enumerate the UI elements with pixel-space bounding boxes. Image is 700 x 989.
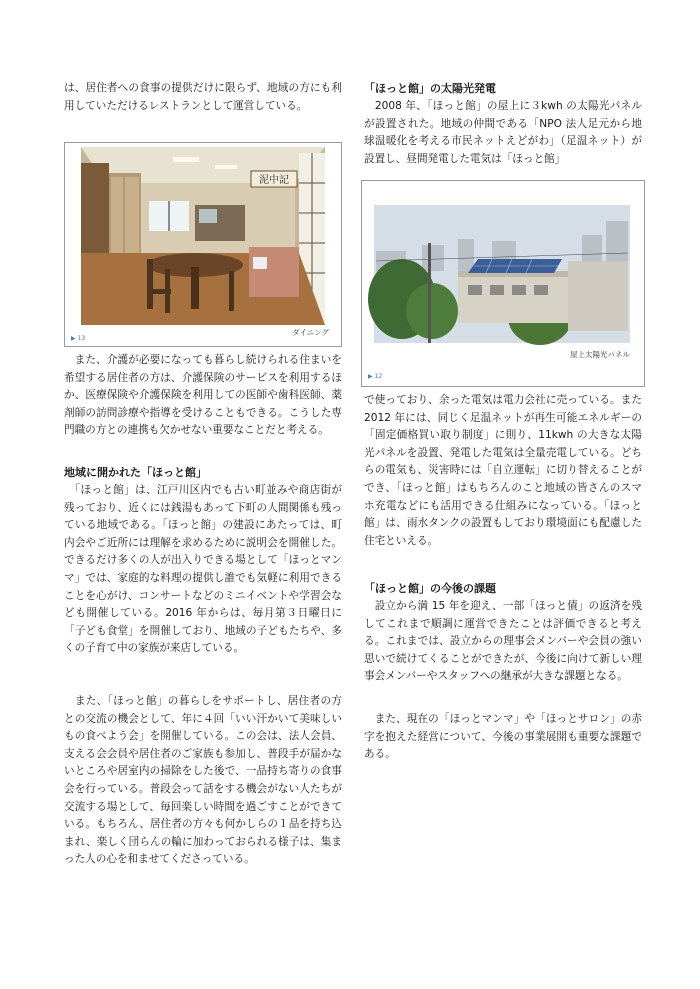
solar-photo-caption: 屋上太陽光パネル: [570, 350, 630, 359]
challenges-paragraph-1: 設立から満 15 年を迎え、一部「ほっと債」の返済を残してこれまで順調に運営できたことは評価できると考える。これまでは、設立からの理事会メンバーや会員の強い思いで続けてくることができたが、今後に向けて新しい理事会メンバーやスタッフへの継承が大きな課題となる。: [364, 600, 642, 683]
section-heading-solar: 「ほっと館」の太陽光発電: [364, 82, 496, 95]
dining-photo-caption: ダイニング: [292, 328, 329, 337]
photo-index-marker: ▶ 13: [71, 335, 86, 342]
solar-paragraph-2: で使っており、余った電気は電力会社に売っている。また 2012 年には、同じく足温ネットが再生可能エネルギーの「固定価格買い取り制度」に則り、11kwh の大きな太陽光パネルを設置、発電した電気は全量売電している。どちらの電気も、災害時には「自立運転」に切り替えることができ、「ほっと館」はもちろんのこと地域の皆さんのスマホ充電などにも活用できる仕組みになっている。「ほっと館」は、雨水タンクの設置もしており環境面にも配慮した住宅といえる。: [364, 394, 642, 547]
dining-photo-frame: [64, 142, 342, 347]
care-paragraph: また、介護が必要になっても暮らし続けられる住まいを希望する居住者の方は、介護保険のサービスを利用するほか、医療保険や介護保険を利用しての医師や歯科医師、薬剤師の訪問診療や指導を受けることもできる。こうした専門職の方との連携も欠かせない重要なことだと考える。: [64, 354, 342, 437]
section-heading-challenges: 「ほっと館」の今後の課題: [364, 582, 496, 595]
photo-index-marker: ▶ 12: [368, 373, 383, 380]
challenges-paragraph-2: また、現在の「ほっとマンマ」や「ほっとサロン」の赤字を抱えた経営について、今後の事業展開も重要な課題である。: [364, 713, 642, 761]
dining-room-photo: [65, 143, 341, 346]
sign-text: 泥中記: [259, 175, 289, 186]
solar-paragraph-1: 2008 年、「ほっと館」の屋上に３kwh の太陽光パネルが設置された。地域の仲間である「NPO 法人足元から地球温暖化を考える市民ネットえどがわ」（足温ネット）が設置し、昼間発電した電気は「ほっと館」: [364, 100, 642, 165]
community-paragraph-1: 「ほっと館」は、江戸川区内でも古い町並みや商店街が残っており、近くには銭湯もあって下町の人間関係も残っている地域である。「ほっと館」の建設にあたっては、町内会やご近所には理解を求めるために説明会を開催した。できるだけ多くの人が出入りできる場として「ほっとマンマ」では、家庭的な料理の提供し誰でも気軽に利用できることを心がけ、コンサートなどのミニイベントや学習会なども開催している。2016 年からは、毎月第３日曜日に「子ども食堂」を開催しており、地域の子どもたちや、多くの子育て中の家族が来店している。: [64, 484, 342, 655]
solar-photo-frame: [361, 180, 645, 387]
intro-paragraph: は、居住者への食事の提供だけに限らず、地域の方にも利用していただけるレストランとして運営している。: [64, 82, 342, 112]
section-heading-community: 地域に開かれた「ほっと館」: [64, 466, 207, 479]
community-paragraph-2: また、「ほっと館」の暮らしをサポートし、居住者の方との交流の機会として、年に４回「いい汗かいて美味しいもの食べよう会」を開催している。この会は、法人会員、支える会会員や居住者のご家族も参加し、普段手が届かないところや居室内の掃除をした後で、一品持ち寄りの食事会を行っている。普段会って話をする機会がない人たちが交流する場として、毎回楽しい時間を過ごすことができている。もちろん、居住者の方々も何かしらの１品を持ち込まれ、楽しく団らんの輪に加わっておられる様子は、集まった人の心を和ませてくださっている。: [64, 695, 342, 866]
